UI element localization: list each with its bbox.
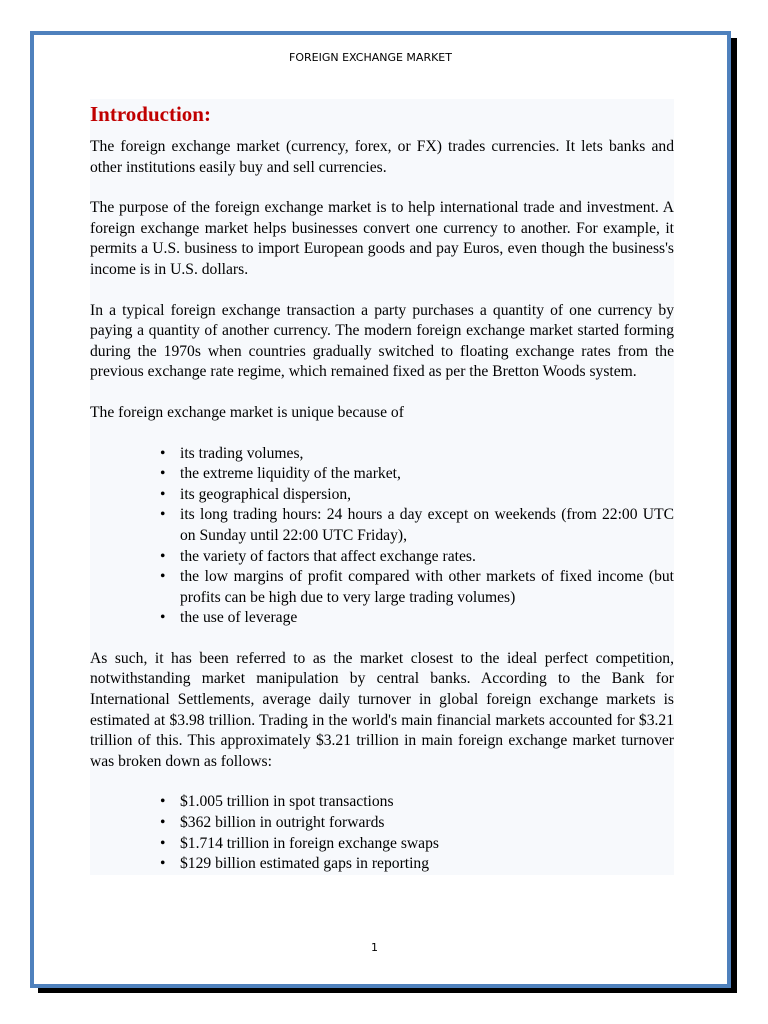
- page-number: 1: [371, 941, 378, 954]
- list-item: • its trading volumes,: [180, 444, 674, 465]
- page-header-title: FOREIGN EXCHANGE MARKET: [289, 51, 452, 64]
- list-item: • $362 billion in outright forwards: [180, 813, 674, 834]
- list-item: • $1.714 trillion in foreign exchange swaps: [180, 834, 674, 855]
- list-item: • its geographical dispersion,: [180, 485, 674, 506]
- section-heading: Introduction:: [90, 102, 211, 126]
- list-item: • the variety of factors that affect exchange rates.: [180, 547, 674, 568]
- paragraph-purpose: The purpose of the foreign exchange market is to help international trade and investment. A foreign exchange market helps businesses convert one currency to another. For example, it permits a U.S. business to import European goods and pay Euros, even though the business's income is in U.S. dollars.: [90, 199, 674, 278]
- list-item: • the use of leverage: [180, 608, 674, 629]
- list-item: • the extreme liquidity of the market,: [180, 464, 674, 485]
- list-item: • $129 billion estimated gaps in reporting: [180, 854, 674, 875]
- body-shaded-block: [90, 99, 674, 875]
- list-item: • $1.005 trillion in spot transactions: [180, 792, 674, 813]
- document-body: [90, 95, 674, 875]
- list-item: • its long trading hours: 24 hours a day except on weekends (from 22:00 UTC on Sunday until 22:00 UTC Friday),: [180, 505, 674, 546]
- list-item: • the low margins of profit compared with other markets of fixed income (but profits can be high due to very large trading volumes): [180, 567, 674, 608]
- paragraph-definition: The foreign exchange market (currency, forex, or FX) trades currencies. It lets banks and other institutions easily buy and sell currencies.: [90, 138, 674, 176]
- paragraph-transaction: In a typical foreign exchange transaction a party purchases a quantity of one currency by paying a quantity of another currency. The modern foreign exchange market started forming during the 1970s when countries gradually switched to floating exchange rates from the previous exchange rate regime, which remained fixed as per the Bretton Woods system.: [90, 301, 674, 381]
- page-border-frame: [30, 31, 731, 988]
- paragraph-unique-intro: The foreign exchange market is unique because of: [90, 403, 404, 421]
- turnover-breakdown-list: [90, 792, 674, 874]
- paragraph-turnover: As such, it has been referred to as the market closest to the ideal perfect competition, notwithstanding market manipulation by central banks. According to the Bank for International Settlements, average daily turnover in global foreign exchange markets is estimated at $3.98 trillion. Trading in the world's main financial markets accounted for $3.21 trillion of this. This approximately $3.21 trillion in main foreign exchange market turnover was broken down as follows:: [90, 649, 674, 770]
- unique-features-list: [90, 444, 674, 629]
